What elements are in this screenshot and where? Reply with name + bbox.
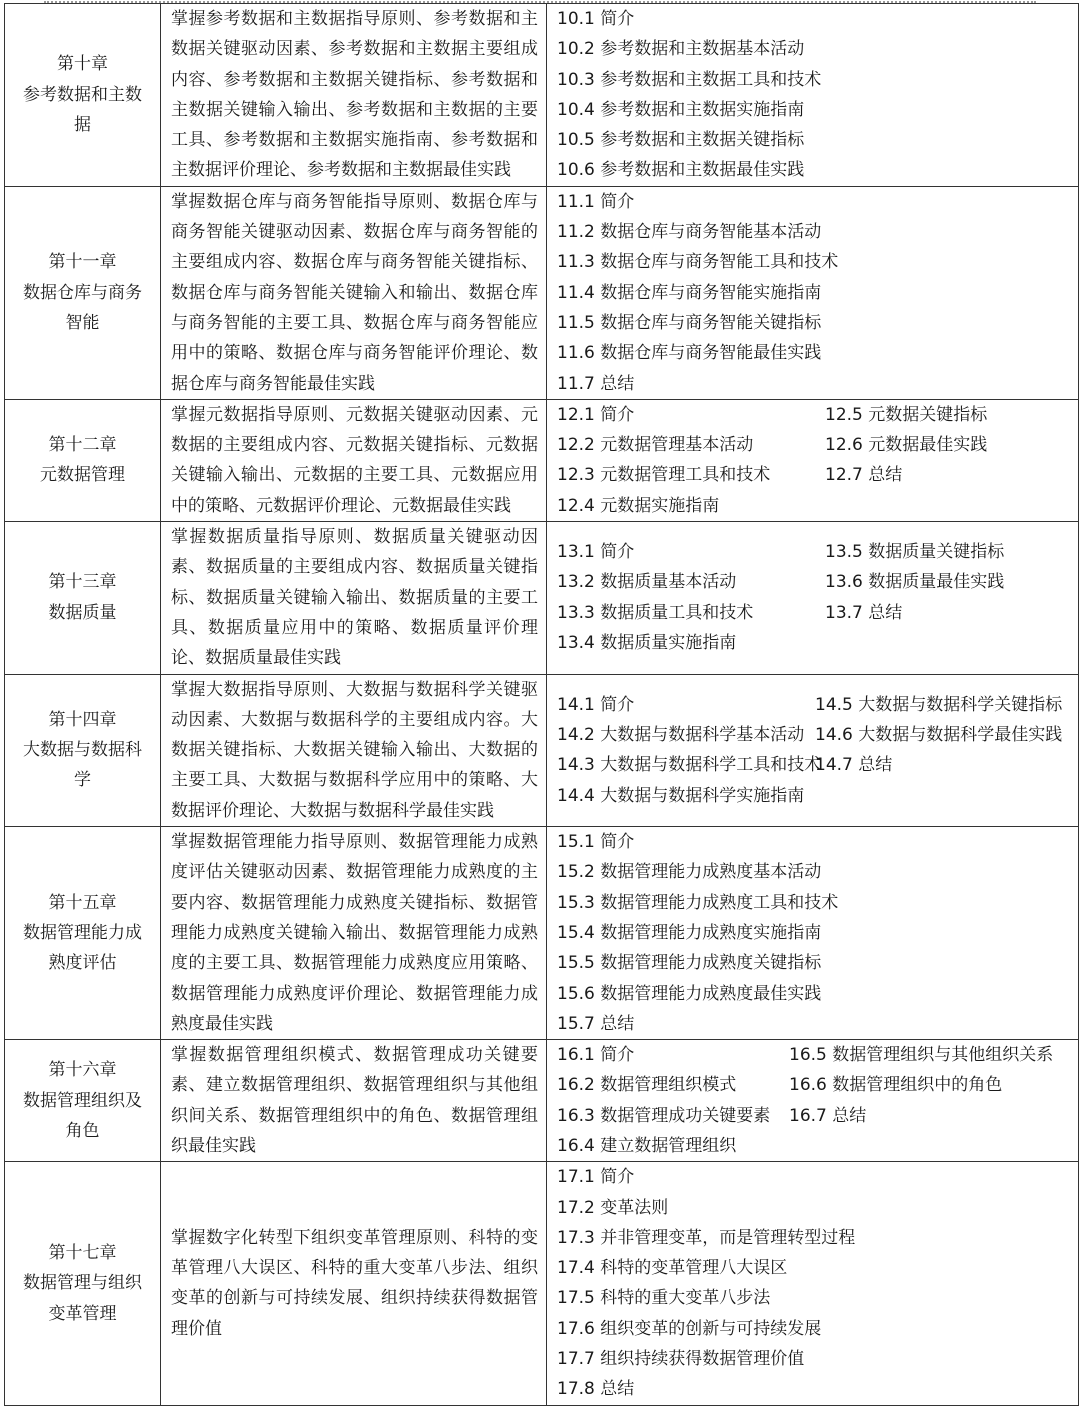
chapter-number: 第十一章 [48,252,117,273]
chapter-number: 第十六章 [48,1060,117,1081]
section-item: 16.5 数据管理组织与其他组织关系 [789,1045,1054,1066]
section-item: 16.7 总结 [789,1105,867,1126]
section-item: 12.6 元数据最佳实践 [825,435,988,456]
section-item: 14.4 大数据与数据科学实施指南 [557,785,805,806]
section-item: 10.3 参考数据和主数据工具和技术 [557,69,822,90]
chapter-title-cell [5,4,161,187]
chapter-title-line: 据 [74,115,91,136]
chapter-row [5,827,1079,1040]
chapter-row [5,522,1079,674]
chapter-objective: 掌握元数据指导原则、元数据关键驱动因素、元数据的主要组成内容、元数据关键指标、元数据关键输入输出、元数据的主要工具、元数据应用中的策略、元数据评价理论、元数据最佳实践 [161,399,547,521]
chapter-objective: 掌握数据管理组织模式、数据管理成功关键要素、建立数据管理组织、数据管理组织与其他组织间关系、数据管理组织中的角色、数据管理组织最佳实践 [161,1040,547,1162]
chapter-title-cell [5,674,161,826]
chapter-sections [547,186,1079,399]
section-item: 10.1 简介 [557,9,635,29]
chapter-row [5,674,1079,826]
chapter-row [5,186,1079,399]
section-item: 16.4 建立数据管理组织 [557,1135,737,1156]
chapter-sections [547,4,1079,187]
chapter-number: 第十二章 [48,435,117,456]
section-item: 12.1 简介 [557,404,635,425]
chapter-objective: 掌握数据质量指导原则、数据质量关键驱动因素、数据质量的主要组成内容、数据质量关键指标、数据质量关键输入输出、数据质量的主要工具、数据质量应用中的策略、数据质量评价理论、数据质量最佳实践 [161,522,547,674]
section-item: 13.5 数据质量关键指标 [825,542,1005,563]
chapter-sections [547,399,1079,521]
section-item: 17.4 科特的变革管理八大误区 [557,1258,788,1279]
section-item: 15.2 数据管理能力成熟度基本活动 [557,862,822,883]
chapter-title-line: 大数据与数据科 [23,740,142,761]
section-item: 17.8 总结 [557,1379,635,1400]
chapter-title-cell [5,1040,161,1162]
syllabus-table [4,3,1079,1406]
section-item: 16.6 数据管理组织中的角色 [789,1075,1003,1096]
section-item: 14.1 简介 [557,694,635,715]
section-item: 16.3 数据管理成功关键要素 [557,1105,771,1126]
section-item: 11.1 简介 [557,191,635,212]
chapter-row [5,1040,1079,1162]
section-item: 13.1 简介 [557,542,635,563]
chapter-objective: 掌握参考数据和主数据指导原则、参考数据和主数据关键驱动因素、参考数据和主数据主要组成内容、参考数据和主数据关键指标、参考数据和主数据关键输入输出、参考数据和主数据的主要工具、参考数据和主数据实施指南、参考数据和主数据评价理论、参考数据和主数据最佳实践 [161,4,547,187]
chapter-title-line: 参考数据和主数 [23,84,142,105]
chapter-number: 第十五章 [48,892,117,913]
section-item: 14.5 大数据与数据科学关键指标 [815,694,1063,715]
chapter-title-line: 元数据管理 [40,465,125,486]
section-item: 12.5 元数据关键指标 [825,404,988,425]
section-item: 12.3 元数据管理工具和技术 [557,465,771,486]
section-item: 15.6 数据管理能力成熟度最佳实践 [557,983,822,1004]
chapter-title-line: 数据管理与组织 [23,1273,142,1294]
section-item: 12.7 总结 [825,465,903,486]
section-item: 17.7 组织持续获得数据管理价值 [557,1349,805,1370]
chapter-title-cell [5,827,161,1040]
section-item: 15.4 数据管理能力成熟度实施指南 [557,922,822,943]
section-item: 13.6 数据质量最佳实践 [825,572,1005,593]
section-item: 16.1 简介 [557,1045,635,1066]
chapter-objective: 掌握大数据指导原则、大数据与数据科学关键驱动因素、大数据与数据科学的主要组成内容。大数据关键指标、大数据关键输入输出、大数据的主要工具、大数据与数据科学应用中的策略、大数据评价理论、大数据与数据科学最佳实践 [161,674,547,826]
chapter-objective: 掌握数字化转型下组织变革管理原则、科特的变革管理八大误区、科特的重大变革八步法、组织变革的创新与可持续发展、组织持续获得数据管理价值 [161,1162,547,1405]
section-item: 10.5 参考数据和主数据关键指标 [557,130,805,151]
chapter-title-line: 数据管理组织及 [23,1090,142,1111]
section-item: 11.6 数据仓库与商务智能最佳实践 [557,343,822,364]
chapter-sections [547,1040,1079,1162]
section-item: 17.6 组织变革的创新与可持续发展 [557,1318,822,1339]
section-item: 10.2 参考数据和主数据基本活动 [557,39,805,60]
section-item: 17.3 并非管理变革，而是管理转型过程 [557,1227,856,1248]
chapter-number: 第十七章 [48,1243,117,1264]
chapter-row [5,4,1079,187]
section-item: 17.2 变革法则 [557,1197,669,1218]
section-item: 15.5 数据管理能力成熟度关键指标 [557,953,822,974]
chapter-title-line: 数据质量 [48,602,117,623]
chapter-title-cell [5,522,161,674]
section-item: 13.4 数据质量实施指南 [557,633,737,654]
chapter-title-cell [5,186,161,399]
chapter-sections [547,522,1079,674]
section-item: 12.4 元数据实施指南 [557,495,720,516]
section-item: 14.3 大数据与数据科学工具和技术 [557,755,822,776]
section-item: 10.4 参考数据和主数据实施指南 [557,99,805,120]
section-item: 15.3 数据管理能力成熟度工具和技术 [557,892,839,913]
chapter-sections [547,674,1079,826]
section-item: 12.2 元数据管理基本活动 [557,435,754,456]
chapter-number: 第十三章 [48,572,117,593]
chapter-title-line: 智能 [65,312,100,333]
section-item: 13.7 总结 [825,602,903,623]
chapter-title-line: 变革管理 [48,1303,117,1324]
chapter-row [5,399,1079,521]
section-item: 14.6 大数据与数据科学最佳实践 [815,724,1063,745]
section-item: 17.5 科特的重大变革八步法 [557,1288,771,1309]
chapter-title-line: 学 [74,770,91,791]
chapter-objective: 掌握数据管理能力指导原则、数据管理能力成熟度评估关键驱动因素、数据管理能力成熟度的主要内容、数据管理能力成熟度关键指标、数据管理能力成熟度关键输入输出、数据管理能力成熟度的主要工具、数据管理能力成熟度应用策略、数据管理能力成熟度评价理论、数据管理能力成熟度最佳实践 [161,827,547,1040]
chapter-sections [547,827,1079,1040]
chapter-title-line: 数据管理能力成 [23,922,142,943]
section-item: 11.7 总结 [557,373,635,394]
section-item: 10.6 参考数据和主数据最佳实践 [557,160,805,181]
chapter-title-line: 角色 [65,1120,100,1141]
section-item: 16.2 数据管理组织模式 [557,1075,737,1096]
chapter-row [5,1162,1079,1405]
section-item: 15.1 简介 [557,832,635,853]
chapter-title-line: 熟度评估 [48,953,117,974]
section-item: 11.5 数据仓库与商务智能关键指标 [557,312,822,333]
chapter-title-line: 数据仓库与商务 [23,282,142,303]
chapter-sections [547,1162,1079,1405]
section-item: 11.3 数据仓库与商务智能工具和技术 [557,252,839,273]
section-item: 15.7 总结 [557,1013,635,1034]
chapter-objective: 掌握数据仓库与商务智能指导原则、数据仓库与商务智能关键驱动因素、数据仓库与商务智能的主要组成内容、数据仓库与商务智能关键指标、数据仓库与商务智能关键输入和输出、数据仓库与商务智能的主要工具、数据仓库与商务智能应用中的策略、数据仓库与商务智能评价理论、数据仓库与商务智能最佳实践 [161,186,547,399]
section-item: 13.2 数据质量基本活动 [557,572,737,593]
section-item: 14.2 大数据与数据科学基本活动 [557,724,805,745]
section-item: 11.4 数据仓库与商务智能实施指南 [557,282,822,303]
chapter-number: 第十章 [57,54,108,75]
chapter-title-cell [5,399,161,521]
section-item: 11.2 数据仓库与商务智能基本活动 [557,222,822,243]
section-item: 13.3 数据质量工具和技术 [557,602,754,623]
section-item: 14.7 总结 [815,755,893,776]
section-item: 17.1 简介 [557,1167,635,1188]
chapter-title-cell [5,1162,161,1405]
chapter-number: 第十四章 [48,709,117,730]
